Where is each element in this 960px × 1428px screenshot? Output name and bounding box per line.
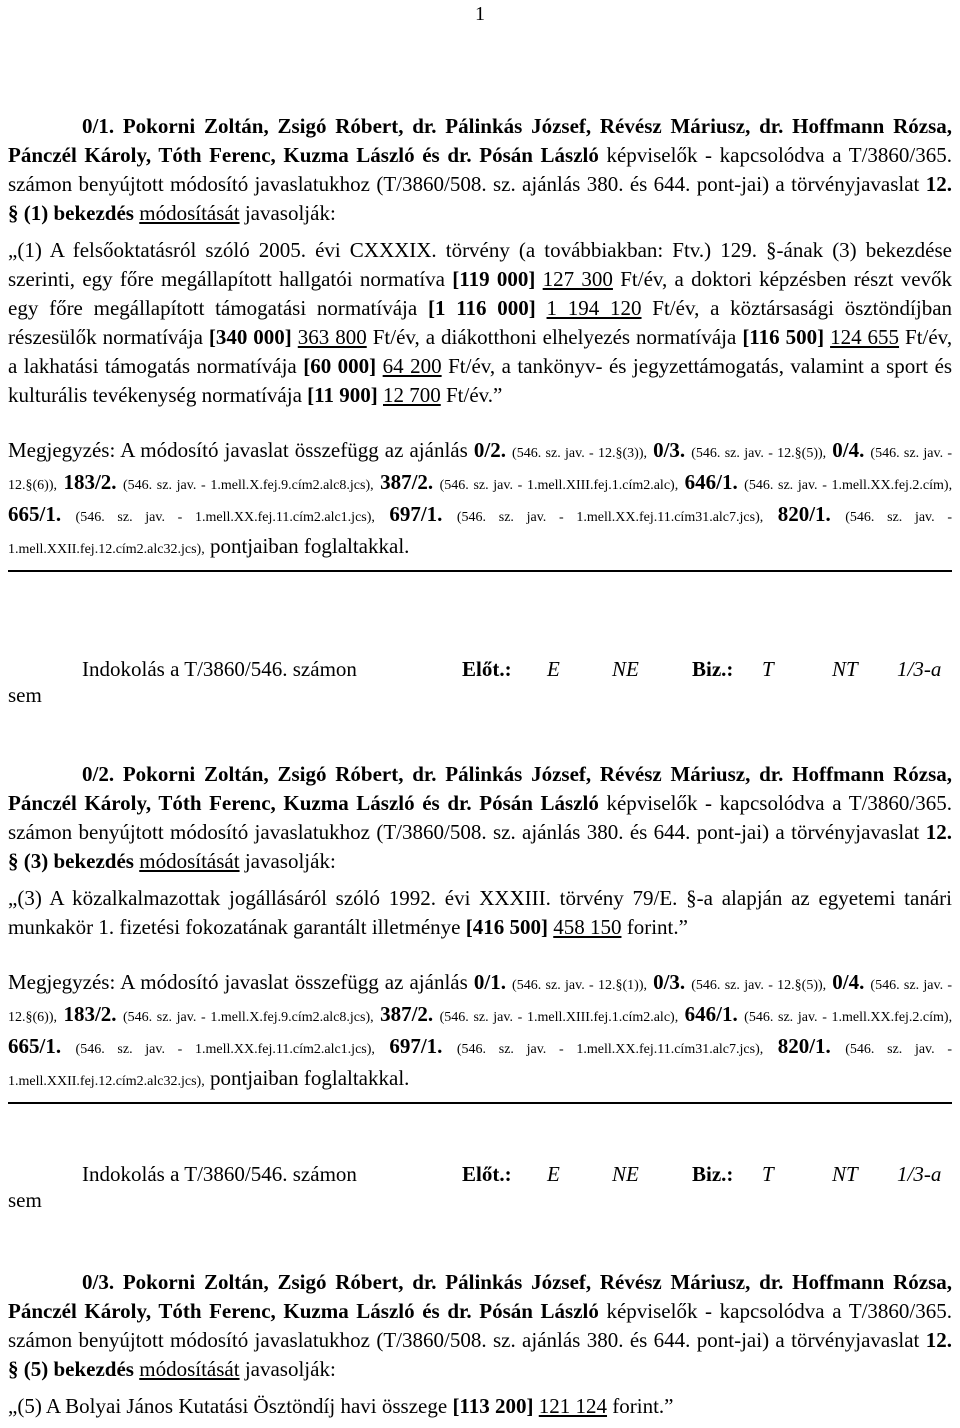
amendment-heading [8,1268,952,1384]
section-ref: 12. § (1) bekezdés [8,172,953,225]
note-ref: 665/1. [8,502,62,526]
indokolas-text: Indokolás a T/3860/546. számon [82,657,357,681]
quote-text: Ft/év, a tankönyv- és jegyzettámogatás, valamint a sport és kulturális tevékenység normatívája [8,354,953,407]
sem-label: sem [8,1188,42,1212]
biz-t: T [762,1162,774,1186]
biz-nt: NT [832,657,858,681]
indokolas-row [8,655,952,715]
divider [8,1102,952,1104]
note-ref-detail: (546. sz. jav. - 1.mell.XX.fej.11.cím31.alc7.jcs), [456,510,764,525]
note-ref: 183/2. [63,470,117,494]
heading-end: javasolják: [244,1357,336,1381]
quote-text: Ft/év, a köztársasági ösztöndíjban részesülők normatívája [8,296,953,349]
note-ref: 820/1. [777,502,831,526]
new-value: 363 800 [297,325,367,349]
amendment-0-3 [8,1268,952,1421]
submitters: Pokorni Zoltán, Zsigó Róbert, dr. Pálinkás József, Révész Máriusz, dr. Hoffmann Rózsa, Pánczél Károly, Tóth Ferenc, Kuzma László és dr. Pósán László [8,114,953,167]
note-ref-detail: (546. sz. jav. - 12.§(6)), [8,978,953,1025]
note-ref-detail: (546. sz. jav. - 1.mell.XIII.fej.1.cím2.alc), [439,478,679,493]
old-value: [119 000] [452,267,536,291]
quote-text: „(3) A közalkalmazottak jogállásáról szóló 1992. évi XXXIII. törvény 79/E. §-a alapján az egyetemi tanári munkakör 1. fizetési fokozatának garantált illetménye [8,886,952,939]
old-value: [60 000] [303,354,377,378]
note-ref-detail: (546. sz. jav. - 1.mell.XXII.fej.12.cím2.alc32.jcs), [8,510,953,557]
new-value: 64 200 [382,354,442,378]
quote-text: Ft/év, a doktori képzésben részt vevők egy főre megállapított támogatási normatívája [8,267,953,320]
note-ref-detail: (546. sz. jav. - 1.mell.XX.fej.11.cím31.alc7.jcs), [456,1042,764,1057]
section-ref: 12. § (3) bekezdés [8,820,953,873]
amendment-number: 0/1. [82,114,115,138]
old-value: [340 000] [208,325,292,349]
quote-text: „(5) A Bolyai János Kutatási Ösztöndíj havi összege [8,1394,448,1418]
note [8,436,952,564]
elot-label: Előt.: [462,657,512,681]
ratio: 1/3-a [897,657,942,681]
note-ref-detail: (546. sz. jav. - 1.mell.X.fej.9.cím2.alc8.jcs), [122,1010,374,1025]
note-label: Megjegyzés: A módosító javaslat összefügg az ajánlás [8,438,468,462]
page-number: 1 [475,3,485,25]
note-ref: 646/1. [684,1002,738,1026]
old-value: [116 500] [742,325,825,349]
new-value: 124 655 [830,325,900,349]
new-value: 121 124 [538,1394,608,1418]
quote-text: „(1) A felsőoktatásról szóló 2005. évi CXXXIX. törvény (a továbbiakban: Ftv.) 129. §-ának (3) bekezdése szerinti, egy főre megállapított hallgatói normatíva [8,238,952,291]
old-value: [416 500] [465,915,548,939]
note-ref: 820/1. [777,1034,831,1058]
elot-e: E [547,657,560,681]
new-value: 458 150 [553,915,622,939]
heading-end: javasolják: [244,201,336,225]
note-ref: 0/2. [473,438,506,462]
note-ref-detail: (546. sz. jav. - 12.§(5)), [691,446,827,461]
indokolas-line [82,655,952,684]
amendment-quote [8,884,952,942]
submitters: Pokorni Zoltán, Zsigó Róbert, dr. Pálinkás József, Révész Máriusz, dr. Hoffmann Rózsa, Pánczél Károly, Tóth Ferenc, Kuzma László és dr. Pósán László [8,1270,953,1323]
note-end: pontjaiban foglaltakkal. [209,534,410,558]
ratio: 1/3-a [897,1162,942,1186]
indokolas-line [82,1160,952,1189]
modification-word: módosítását [139,849,240,873]
amendment-0-1 [8,112,952,572]
biz-t: T [762,657,774,681]
heading-text: képviselők - kapcsolódva a T/3860/365. számon benyújtott módosító javaslatukhoz (T/3860/508. sz. ajánlás 380. és 644. pont-jai) a törvényjavaslat [8,143,952,196]
divider [8,570,952,572]
biz-label: Biz.: [692,1162,734,1186]
elot-label: Előt.: [462,1162,512,1186]
modification-word: módosítását [139,201,240,225]
sem-label: sem [8,683,42,707]
note [8,968,952,1096]
new-value: 127 300 [542,267,613,291]
note-label: Megjegyzés: A módosító javaslat összefügg az ajánlás [8,970,468,994]
amendment-heading [8,112,952,228]
quote-text: forint.” [626,915,688,939]
old-value: [11 900] [307,383,378,407]
heading-text: képviselők - kapcsolódva a T/3860/365. számon benyújtott módosító javaslatukhoz (T/3860/508. sz. ajánlás 380. és 644. pont-jai) a törvényjavaslat [8,1299,952,1352]
amendment-0-2 [8,760,952,1104]
modification-word: módosítását [139,1357,240,1381]
heading-text: képviselők - kapcsolódva a T/3860/365. számon benyújtott módosító javaslatukhoz (T/3860/508. sz. ajánlás 380. és 644. pont-jai) a törvényjavaslat [8,791,952,844]
note-ref-detail: (546. sz. jav. - 1.mell.XX.fej.11.cím2.alc1.jcs), [75,510,375,525]
note-ref-detail: (546. sz. jav. - 1.mell.XXII.fej.12.cím2.alc32.jcs), [8,1042,953,1089]
note-ref: 387/2. [380,470,434,494]
amendment-quote [8,1392,952,1421]
quote-text: Ft/év.” [446,383,503,407]
elot-ne: NE [612,1162,639,1186]
section-ref: 12. § (5) bekezdés [8,1328,953,1381]
new-value: 1 194 120 [546,296,642,320]
note-ref-detail: (546. sz. jav. - 12.§(6)), [8,446,953,493]
quote-text: Ft/év, a diákotthoni elhelyezés normatívája [372,325,737,349]
indokolas-row [8,1160,952,1220]
note-ref: 183/2. [63,1002,117,1026]
note-ref: 697/1. [389,502,443,526]
note-ref-detail: (546. sz. jav. - 12.§(1)), [512,978,647,993]
note-ref: 387/2. [380,1002,434,1026]
old-value: [1 116 000] [427,296,536,320]
note-end: pontjaiban foglaltakkal. [209,1066,410,1090]
note-ref: 0/3. [653,438,686,462]
new-value: 12 700 [383,383,441,407]
indokolas-text: Indokolás a T/3860/546. számon [82,1162,357,1186]
note-ref: 0/1. [473,970,506,994]
quote-text: Ft/év, a lakhatási támogatás normatívája [8,325,953,378]
submitters: Pokorni Zoltán, Zsigó Róbert, dr. Pálinkás József, Révész Máriusz, dr. Hoffmann Rózsa, Pánczél Károly, Tóth Ferenc, Kuzma László és dr. Pósán László [8,762,953,815]
note-ref-detail: (546. sz. jav. - 1.mell.X.fej.9.cím2.alc8.jcs), [122,478,374,493]
amendment-number: 0/2. [82,762,115,786]
note-ref: 665/1. [8,1034,62,1058]
note-ref-detail: (546. sz. jav. - 1.mell.XX.fej.2.cím), [744,1010,953,1025]
note-ref: 646/1. [684,470,738,494]
quote-text: forint.” [612,1394,674,1418]
amendment-number: 0/3. [82,1270,115,1294]
elot-e: E [547,1162,560,1186]
note-ref-detail: (546. sz. jav. - 1.mell.XX.fej.2.cím), [744,478,953,493]
note-ref: 0/3. [653,970,686,994]
biz-label: Biz.: [692,657,734,681]
note-ref: 0/4. [832,438,865,462]
note-ref-detail: (546. sz. jav. - 12.§(3)), [512,446,647,461]
note-ref-detail: (546. sz. jav. - 1.mell.XX.fej.11.cím2.alc1.jcs), [75,1042,375,1057]
heading-end: javasolják: [244,849,336,873]
note-ref-detail: (546. sz. jav. - 12.§(5)), [691,978,827,993]
amendment-quote [8,236,952,410]
note-ref-detail: (546. sz. jav. - 1.mell.XIII.fej.1.cím2.alc), [439,1010,679,1025]
amendment-heading [8,760,952,876]
old-value: [113 200] [452,1394,534,1418]
elot-ne: NE [612,657,639,681]
note-ref: 697/1. [389,1034,443,1058]
note-ref: 0/4. [832,970,865,994]
biz-nt: NT [832,1162,858,1186]
